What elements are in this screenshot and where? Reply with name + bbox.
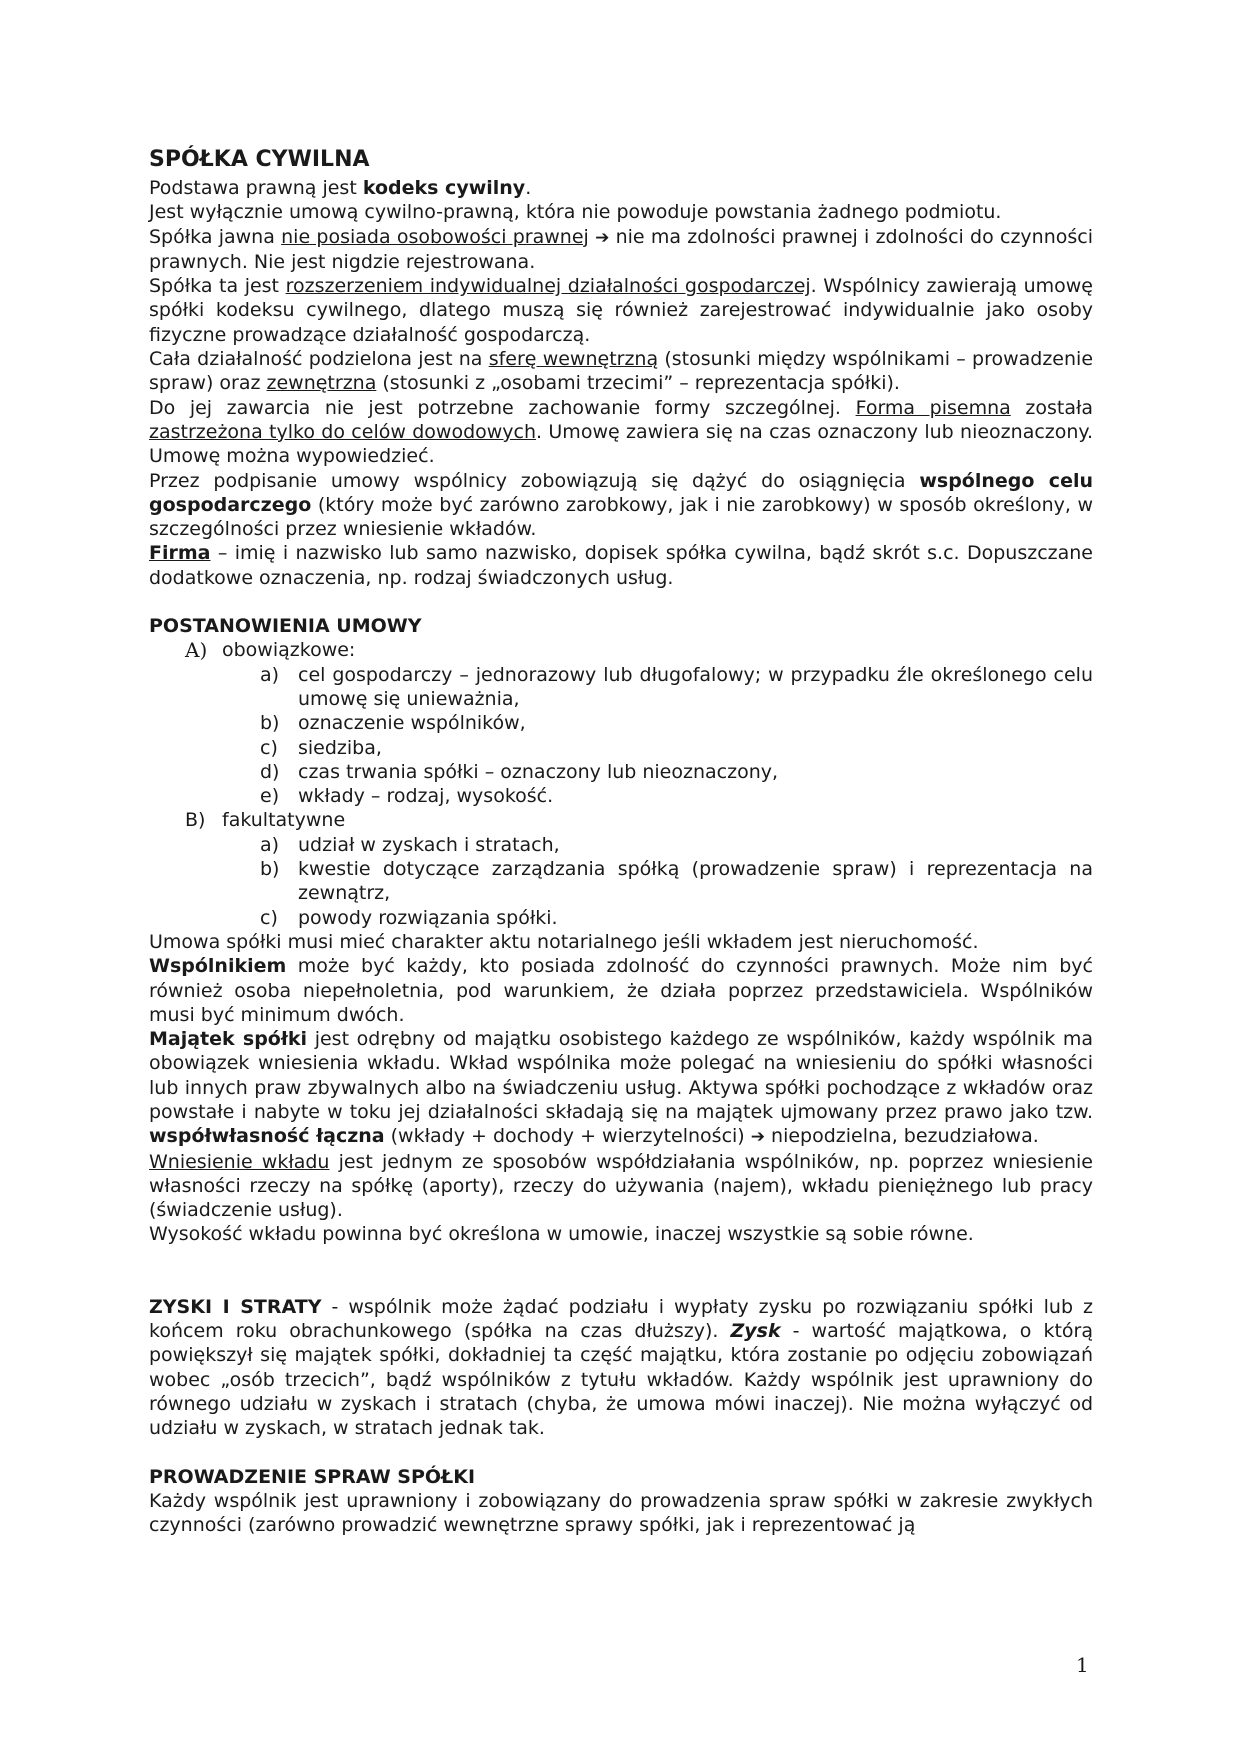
list-item-text: powody rozwiązania spółki. xyxy=(298,906,558,929)
text: nie ma zdolności prawnej i zdolności do czynności prawnych. Nie jest nigdzie rejestrowana. xyxy=(149,225,1093,273)
section-heading-prowadzenie: PROWADZENIE SPRAW SPÓŁKI xyxy=(149,1465,476,1488)
page-number: 1 xyxy=(1076,1653,1089,1677)
management-paragraph: Każdy wspólnik jest uprawniony i zobowiązany do prowadzenia spraw spółki w zakresie zwykłych czynności (zarówno prowadzić wewnętrzne sprawy spółki, jak i reprezentować ją xyxy=(149,1489,1093,1537)
text: może być każdy, kto posiada zdolność do czynności prawnych. Może nim być również osoba niepełnoletnia, pod warunkiem, że działa poprzez przedstawiciela. Wspólników musi być minimum dwóch. xyxy=(149,955,1093,1026)
text: (wkłady + dochody + wierzytelności) xyxy=(384,1125,751,1148)
text: (stosunki z „osobami trzecimi” – reprezentacja spółki). xyxy=(376,372,900,395)
intro-paragraph-3 xyxy=(149,225,1093,275)
text: Przez podpisanie umowy wspólnicy zobowiązują się dążyć do osiągnięcia xyxy=(149,469,920,492)
text: . Umowę zawiera się na czas oznaczony lub nieoznaczony. Umowę można wypowiedzieć. xyxy=(149,420,1093,468)
underlined-term: Forma pisemna xyxy=(855,396,1011,419)
list-marker: c) xyxy=(260,906,278,929)
text: Cała działalność podzielona jest na xyxy=(149,348,489,371)
list-item xyxy=(149,736,1093,760)
text: (stosunki między wspólnikami – prowadzenie spraw) oraz xyxy=(149,348,1094,395)
list-item-text: siedziba, xyxy=(298,736,382,759)
arrow-right-icon: ➔ xyxy=(595,227,610,248)
list-marker: a) xyxy=(260,833,280,856)
group-label: obowiązkowe: xyxy=(222,639,356,662)
provisions-list xyxy=(149,808,1093,832)
bold-term: kodeks cywilny xyxy=(362,177,526,199)
list-item-text: udział w zyskach i stratach, xyxy=(298,833,560,856)
text: została xyxy=(1010,396,1094,419)
underlined-term: nie posiada osobowości prawnej xyxy=(281,225,589,248)
list-marker: B) xyxy=(185,809,206,832)
text: jest odrębny od majątku osobistego każdego ze wspólników, każdy wspólnik ma obowiązek wniesienia wkładu. Wkład wspólnika może polegać na wniesieniu do spółki własności lub innych praw zbywalnych albo na świadczeniu usług. Aktywa spółki pochodzące z wkładów oraz powstałe i nabyte w toku jej działalności składają się na majątek ujmowany przez prawo jako tzw. xyxy=(149,1028,1093,1123)
provisions-group-a xyxy=(149,638,1093,662)
document-page xyxy=(149,146,1093,1537)
list-item-text: czas trwania spółki – oznaczony lub nieoznaczony, xyxy=(298,760,779,783)
bold-underlined-term: Firma xyxy=(149,542,211,565)
list-marker: d) xyxy=(260,760,280,783)
list-item-text: oznaczenie wspólników, xyxy=(298,712,526,735)
text: jest jednym ze sposobów współdziałania wspólników, np. poprzez wniesienie własności rzeczy na spółkę (aporty), rzeczy do używania (najem), wkładu pieniężnego lub pracy (świadczenie usług). xyxy=(149,1150,1093,1222)
text: Spółka jawna xyxy=(149,225,282,248)
body-paragraph-2 xyxy=(149,954,1093,1027)
intro-paragraph-6 xyxy=(149,396,1093,469)
profits-losses-paragraph xyxy=(149,1295,1093,1441)
intro-paragraph-7 xyxy=(149,469,1093,542)
text: Spółka ta jest xyxy=(149,275,286,298)
intro-paragraph-8 xyxy=(149,541,1093,590)
spacer xyxy=(149,1247,1093,1295)
intro-paragraph-5 xyxy=(149,347,1093,396)
mandatory-items-list xyxy=(149,663,1093,809)
text: - wartość majątkowa, o którą powiększył się majątek spółki, dokładniej ta część majątku, która zostanie po odjęciu zobowiązań wobec „osób trzecich”, bądź wspólników z tytułu wkładów. Każdy wspólnik jest uprawniony do równego udziału w zyskach i stratach (chyba, że umowa mówi inaczej). Nie można wyłączyć od udziału w zyskach, w stratach jednak tak. xyxy=(149,1320,1093,1440)
list-item xyxy=(149,711,1093,735)
list-item xyxy=(149,857,1093,906)
text: niepodzielna, bezudziałowa. xyxy=(765,1125,1039,1148)
list-marker: A) xyxy=(185,638,208,663)
underlined-term: zastrzeżona tylko do celów dowodowych xyxy=(149,420,537,443)
intro-paragraph-1 xyxy=(149,176,1093,200)
list-marker: b) xyxy=(260,712,280,735)
bold-term: Majątek spółki xyxy=(149,1028,308,1051)
text: - wspólnik może żądać podziału i wypłaty zysku po rozwiązaniu spółki lub z końcem roku obrachunkowego (spółka na czas dłuższy). xyxy=(149,1295,1093,1343)
body-paragraph-5: Wysokość wkładu powinna być określona w umowie, inaczej wszystkie są sobie równe. xyxy=(149,1223,974,1246)
list-marker: e) xyxy=(260,785,280,808)
list-item-text: wkłady – rodzaj, wysokość. xyxy=(298,785,554,808)
spacer xyxy=(149,1441,1093,1465)
provisions-list xyxy=(149,638,1093,662)
bold-term: wspólnego celu gospodarczego xyxy=(149,469,1093,516)
text: (który może być zarówno zarobkowy, jak i nie zarobkowy) w sposób określony, w szczególności przez wniesienie wkładów. xyxy=(149,493,1093,541)
underlined-term: Wniesienie wkładu xyxy=(149,1150,330,1173)
list-item-text: kwestie dotyczące zarządzania spółką (prowadzenie spraw) i reprezentacja na zewnątrz, xyxy=(298,858,1093,905)
text: Podstawa prawną jest xyxy=(149,177,363,199)
bold-term: współwłasność łączna xyxy=(149,1125,385,1148)
arrow-right-icon: ➔ xyxy=(750,1127,765,1148)
intro-paragraph-2: Jest wyłącznie umową cywilno-prawną, która nie powoduje powstania żadnego podmiotu. xyxy=(149,201,1002,224)
list-item xyxy=(149,760,1093,784)
group-label: fakultatywne xyxy=(222,809,346,832)
list-item xyxy=(149,906,1093,930)
text: . xyxy=(525,177,532,199)
bold-term: ZYSKI I STRATY xyxy=(149,1295,322,1318)
underlined-term: zewnętrzna xyxy=(266,372,377,395)
underlined-term: sferę wewnętrzną xyxy=(488,348,659,371)
document-title: SPÓŁKA CYWILNA xyxy=(149,147,370,172)
list-item xyxy=(149,784,1093,808)
list-marker: a) xyxy=(260,663,280,686)
list-marker: c) xyxy=(260,736,278,759)
text: . Wspólnicy zawierają umowę spółki kodeksu cywilnego, dlatego muszą się również zarejestrować indywidualnie jako osoby fizyczne prowadzące działalność gospodarczą. xyxy=(149,275,1093,346)
spacer xyxy=(149,590,1093,614)
body-paragraph-3 xyxy=(149,1027,1093,1149)
list-item xyxy=(149,833,1093,857)
provisions-group-b xyxy=(149,808,1093,832)
text: Do jej zawarcia nie jest potrzebne zachowanie formy szczególnej. xyxy=(149,396,856,419)
intro-paragraph-4 xyxy=(149,274,1093,347)
list-marker: b) xyxy=(260,858,280,881)
optional-items-list xyxy=(149,833,1093,930)
section-heading-postanowienia: POSTANOWIENIA UMOWY xyxy=(149,615,422,638)
list-item-text: cel gospodarczy – jednorazowy lub długofalowy; w przypadku źle określonego celu umowę się unieważnia, xyxy=(298,663,1093,710)
body-paragraph-4 xyxy=(149,1150,1093,1223)
bold-italic-term: Zysk xyxy=(730,1320,781,1343)
list-item xyxy=(149,663,1093,712)
body-paragraph-1: Umowa spółki musi mieć charakter aktu notarialnego jeśli wkładem jest nieruchomość. xyxy=(149,930,979,953)
bold-term: Wspólnikiem xyxy=(149,955,287,978)
text: – imię i nazwisko lub samo nazwisko, dopisek spółka cywilna, bądź skrót s.c. Dopuszczane dodatkowe oznaczenia, np. rodzaj świadczonych usług. xyxy=(149,542,1093,589)
underlined-term: rozszerzeniem indywidualnej działalności gospodarczej xyxy=(285,275,811,298)
